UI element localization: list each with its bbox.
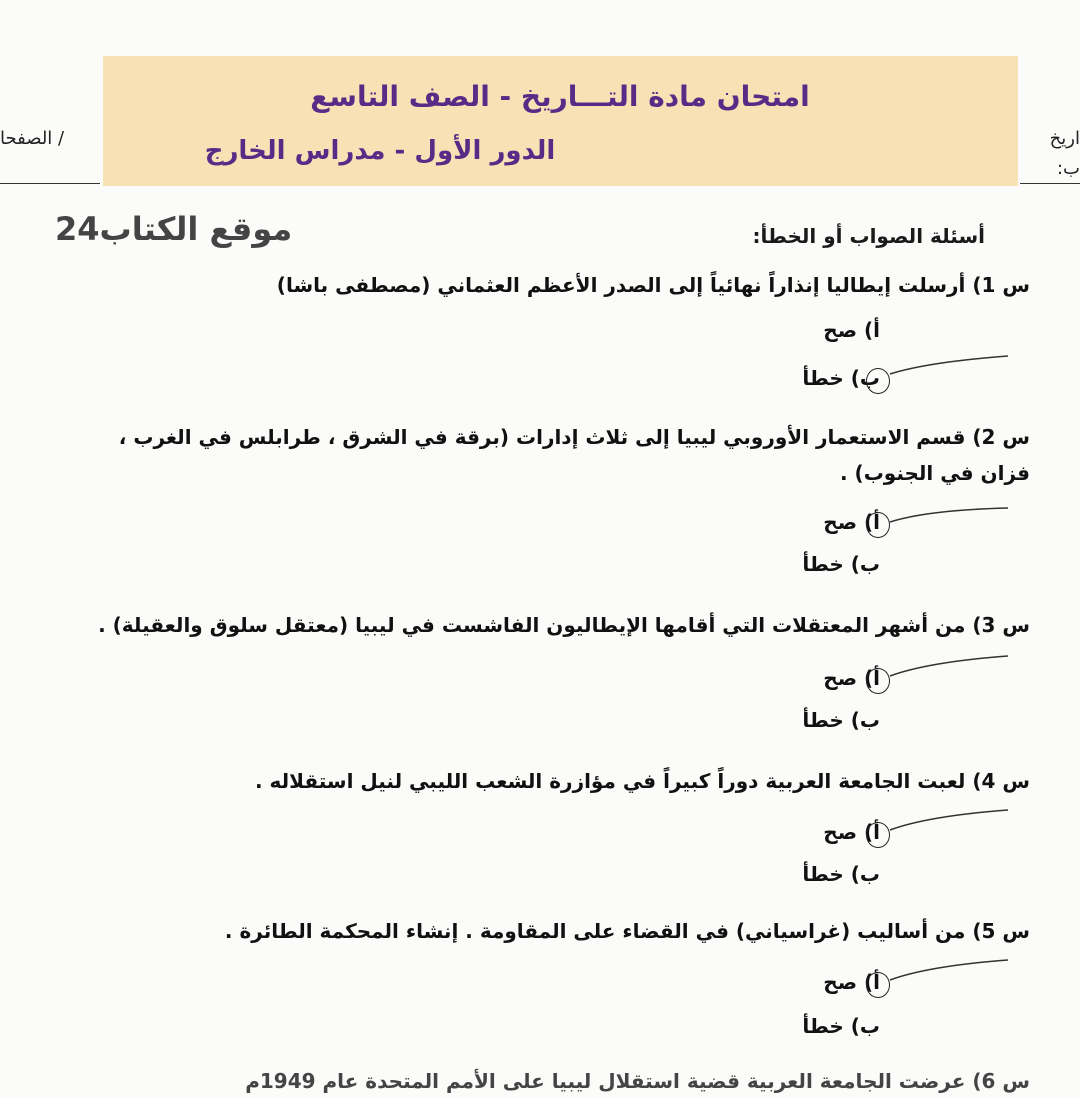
question-2-text: س 2) قسم الاستعمار الأوروبي ليبيا إلى ثلاث إدارات (برقة في الشرق ، طرابلس في الغرب ، <box>118 425 1030 449</box>
section-title: أسئلة الصواب أو الخطأ: <box>752 224 985 248</box>
answer-circle <box>866 668 890 694</box>
question-1-option-b[interactable]: ب) خطأ <box>802 366 880 390</box>
question-1-option-a[interactable]: أ) صح <box>823 318 880 342</box>
watermark: موقع الكتاب24 <box>55 210 293 248</box>
answer-stroke <box>888 652 1018 686</box>
answer-stroke <box>888 354 1018 384</box>
edge-text-left: / الصفحا <box>0 128 65 149</box>
exam-title: امتحان مادة التـــاريخ - الصف التاسع <box>310 80 810 113</box>
question-5-text: س 5) من أساليب (غراسياني) في القضاء على المقاومة . إنشاء المحكمة الطائرة . <box>224 919 1030 943</box>
answer-circle <box>866 972 890 998</box>
divider-right <box>1020 183 1080 184</box>
edge-text-right-bottom: ب: <box>1056 158 1080 179</box>
answer-circle <box>866 368 890 394</box>
question-4-option-a[interactable]: أ) صح <box>823 820 880 844</box>
header-banner <box>103 56 1018 186</box>
answer-stroke <box>888 956 1018 990</box>
question-6-text: س 6) عرضت الجامعة العربية قضية استقلال ليبيا على الأمم المتحدة عام 1949م <box>245 1069 1030 1093</box>
question-3-option-a[interactable]: أ) صح <box>823 666 880 690</box>
question-3-text: س 3) من أشهر المعتقلات التي أقامها الإيطاليون الفاشست في ليبيا (معتقل سلوق والعقيلة) . <box>98 613 1030 637</box>
question-4-option-b[interactable]: ب) خطأ <box>802 862 880 886</box>
question-5-option-b[interactable]: ب) خطأ <box>802 1014 880 1038</box>
question-4-text: س 4) لعبت الجامعة العربية دوراً كبيراً في مؤازرة الشعب الليبي لنيل استقلاله . <box>254 769 1030 793</box>
question-1-text: س 1) أرسلت إيطاليا إنذاراً نهائياً إلى الصدر الأعظم العثماني (مصطفى باشا) <box>276 273 1030 297</box>
question-2-option-b[interactable]: ب) خطأ <box>802 552 880 576</box>
divider-left <box>0 183 100 184</box>
answer-circle <box>866 512 890 538</box>
answer-stroke <box>888 806 1018 840</box>
question-2-text-line2: فزان في الجنوب) . <box>840 461 1030 485</box>
edge-text-right-top: اريخ <box>1049 128 1080 149</box>
question-3-option-b[interactable]: ب) خطأ <box>802 708 880 732</box>
question-2-option-a[interactable]: أ) صح <box>823 510 880 534</box>
exam-subtitle: الدور الأول - مدراس الخارج <box>204 136 556 166</box>
answer-stroke <box>888 502 1018 532</box>
question-5-option-a[interactable]: أ) صح <box>823 970 880 994</box>
answer-circle <box>866 822 890 848</box>
